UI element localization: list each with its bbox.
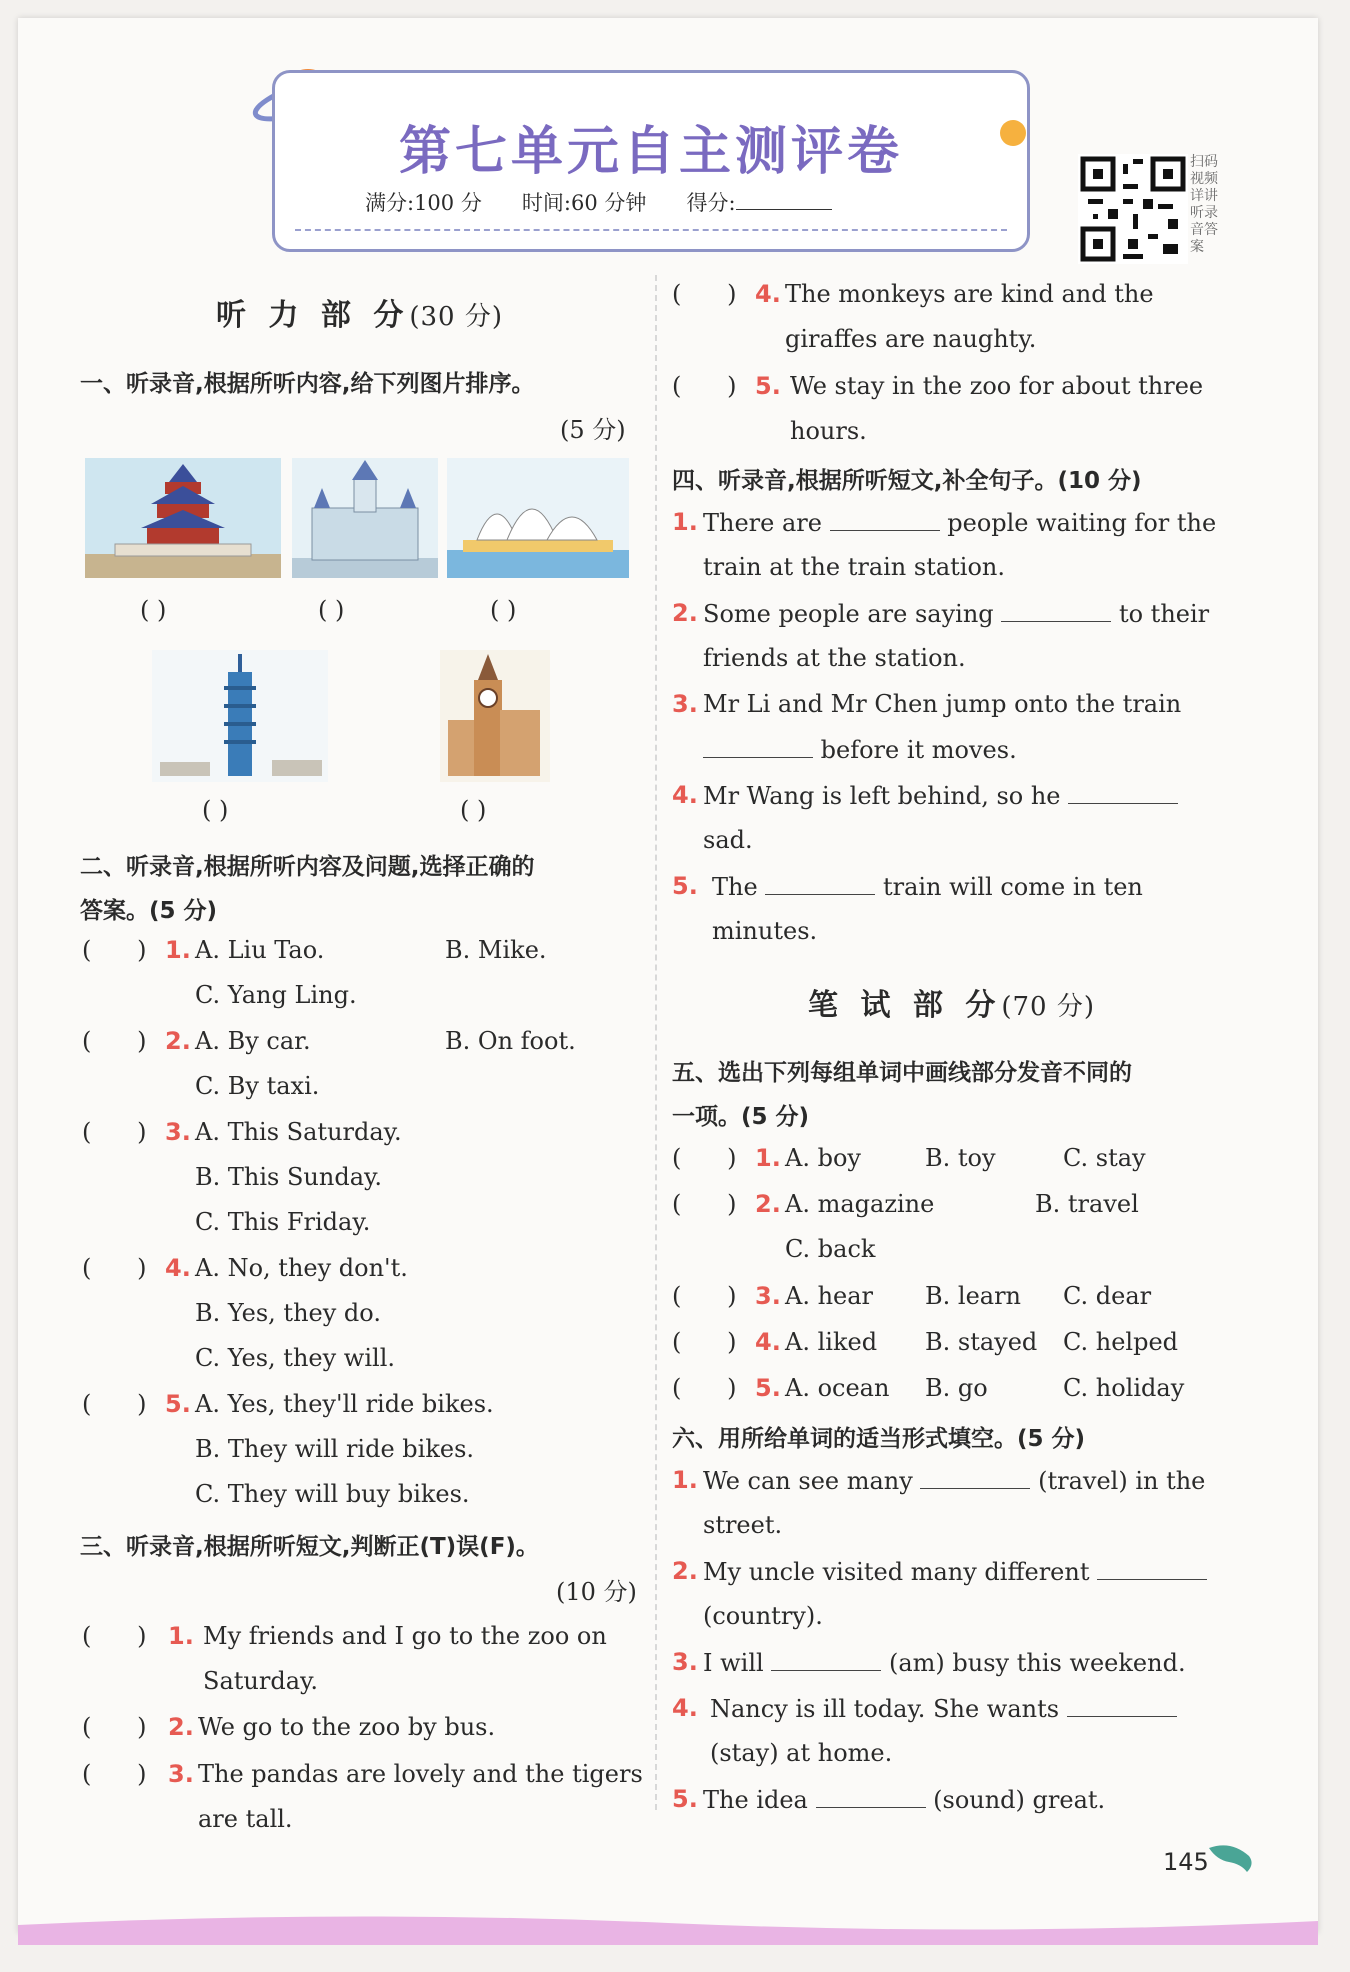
s5-q3-paren[interactable]: ( ) — [672, 1282, 737, 1310]
s4-q5-blank[interactable] — [765, 872, 875, 895]
taipei-101-picture — [152, 650, 328, 782]
big-ben-picture — [440, 650, 550, 782]
s2-q3-number: 3. — [165, 1118, 191, 1146]
score-info: 满分:100 分 时间:60 分钟 得分: — [365, 187, 832, 217]
picture-4-answer[interactable]: ( ) — [202, 796, 229, 824]
s2-q4-option-c: C. Yes, they will. — [195, 1344, 395, 1372]
page-title: 第七单元自主测评卷 — [398, 122, 903, 182]
s5-q2-option-a: A. magazine — [785, 1190, 935, 1218]
decoration-dot — [1000, 120, 1026, 146]
s3-q1-text: My friends and I go to the zoo on — [203, 1622, 607, 1650]
s2-q4-option-a: A. No, they don't. — [195, 1254, 408, 1282]
s4-q2-text: Some people are saying to their — [703, 600, 1210, 628]
s4-q3-text: Mr Li and Mr Chen jump onto the train — [703, 690, 1182, 718]
s6-q3-text: I will (am) busy this weekend. — [703, 1649, 1186, 1677]
s5-q3-number: 3. — [755, 1282, 781, 1310]
s4-q1-number: 1. — [672, 508, 698, 536]
s3-q3-number: 3. — [168, 1760, 194, 1788]
picture-2-answer[interactable]: ( ) — [318, 596, 345, 624]
temple-of-heaven-picture — [85, 458, 281, 578]
s2-q2-option-b: B. On foot. — [445, 1027, 576, 1055]
s3-q5-text: We stay in the zoo for about three — [790, 372, 1204, 400]
s3-q5-text-cont: hours. — [790, 417, 867, 445]
s3-q3-paren[interactable]: ( ) — [82, 1760, 147, 1788]
s4-q4-number: 4. — [672, 781, 698, 809]
s4-q4-blank[interactable] — [1068, 781, 1178, 804]
s5-q2-number: 2. — [755, 1190, 781, 1218]
s6-q4-text-cont: (stay) at home. — [710, 1739, 893, 1767]
s6-q3-number: 3. — [672, 1648, 698, 1676]
s4-q3-number: 3. — [672, 690, 698, 718]
s6-q2-number: 2. — [672, 1557, 698, 1585]
s6-q3-blank[interactable] — [771, 1648, 881, 1671]
s2-q4-paren[interactable]: ( ) — [82, 1254, 147, 1282]
s5-q1-option-b: B. toy — [925, 1144, 996, 1172]
s2-q5-option-c: C. They will buy bikes. — [195, 1480, 470, 1508]
s4-q4-text-cont: sad. — [703, 826, 753, 854]
decorative-footer-band — [18, 1905, 1318, 1945]
s4-q3-blank[interactable] — [703, 735, 813, 758]
s4-q1-text-cont: train at the train station. — [703, 553, 1006, 581]
s2-q4-option-b: B. Yes, they do. — [195, 1299, 381, 1327]
s6-q5-blank[interactable] — [816, 1785, 926, 1808]
s3-q4-text-cont: giraffes are naughty. — [785, 325, 1037, 353]
s6-q4-text: Nancy is ill today. She wants — [710, 1694, 1177, 1723]
s2-q5-option-b: B. They will ride bikes. — [195, 1435, 475, 1463]
s5-q5-option-c: C. holiday — [1063, 1374, 1185, 1402]
writing-title: 笔 试 部 分(70 分) — [808, 988, 1095, 1023]
s5-q5-number: 5. — [755, 1374, 781, 1402]
s5-q5-option-b: B. go — [925, 1374, 988, 1402]
s6-q5-text: The idea (sound) great. — [703, 1786, 1106, 1814]
s4-q2-number: 2. — [672, 599, 698, 627]
section-5-title: 五、选出下列每组单词中画线部分发音不同的 — [672, 1060, 1132, 1086]
s3-q4-paren[interactable]: ( ) — [672, 280, 737, 308]
s6-q1-text-cont: street. — [703, 1511, 783, 1539]
s3-q2-text: We go to the zoo by bus. — [198, 1713, 496, 1741]
s4-q4-text: Mr Wang is left behind, so he — [703, 781, 1178, 810]
s6-q1-text: We can see many (travel) in the — [703, 1467, 1206, 1495]
s5-q4-option-a: A. liked — [785, 1328, 878, 1356]
s5-q3-option-a: A. hear — [785, 1282, 874, 1310]
section-1-title: 一、听录音,根据所听内容,给下列图片排序。 — [80, 371, 535, 397]
s3-q3-text-cont: are tall. — [198, 1805, 293, 1833]
s5-q1-number: 1. — [755, 1144, 781, 1172]
qr-caption: 扫码视频详讲听录音答案 — [1190, 154, 1218, 255]
s2-q2-option-c: C. By taxi. — [195, 1072, 320, 1100]
s5-q3-option-b: B. learn — [925, 1282, 1022, 1310]
s3-q4-text: The monkeys are kind and the — [785, 280, 1154, 308]
s5-q5-option-a: A. ocean — [785, 1374, 890, 1402]
s3-q2-number: 2. — [168, 1713, 194, 1741]
s2-q5-option-a: A. Yes, they'll ride bikes. — [195, 1390, 494, 1418]
s2-q3-option-a: A. This Saturday. — [195, 1118, 402, 1146]
castle-picture — [292, 458, 438, 578]
s2-q4-number: 4. — [165, 1254, 191, 1282]
s5-q1-option-a: A. boy — [785, 1144, 861, 1172]
s3-q1-text-cont: Saturday. — [203, 1667, 318, 1695]
s3-q1-paren[interactable]: ( ) — [82, 1622, 147, 1650]
section-6-title: 六、用所给单词的适当形式填空。(5 分) — [672, 1426, 1086, 1452]
s5-q2-option-c: C. back — [785, 1235, 876, 1263]
s3-q3-text: The pandas are lovely and the tigers — [198, 1760, 643, 1788]
s2-q2-option-a: A. By car. — [195, 1027, 311, 1055]
s3-q1-number: 1. — [168, 1622, 194, 1650]
s4-q1-text: There are people waiting for the — [703, 509, 1217, 537]
s2-q5-paren[interactable]: ( ) — [82, 1390, 147, 1418]
s4-q2-text-cont: friends at the station. — [703, 644, 966, 672]
section-3-title: 三、听录音,根据所听短文,判断正(T)误(F)。 — [80, 1534, 539, 1560]
s6-q4-number: 4. — [672, 1694, 698, 1722]
picture-1-answer[interactable]: ( ) — [140, 596, 167, 624]
s4-q3-text-cont: before it moves. — [703, 735, 1017, 764]
s2-q3-option-c: C. This Friday. — [195, 1208, 371, 1236]
s3-q2-paren[interactable]: ( ) — [82, 1713, 147, 1741]
s5-q5-paren[interactable]: ( ) — [672, 1374, 737, 1402]
s4-q1-blank[interactable] — [830, 508, 940, 531]
section-2-title-cont: 答案。(5 分) — [80, 898, 218, 924]
section-5-title-cont: 一项。(5 分) — [672, 1104, 810, 1130]
section-3-points: (10 分) — [556, 1578, 637, 1606]
s5-q4-number: 4. — [755, 1328, 781, 1356]
s4-q5-number: 5. — [672, 872, 698, 900]
s2-q1-option-b: B. Mike. — [445, 936, 547, 964]
s3-q5-paren[interactable]: ( ) — [672, 372, 737, 400]
s5-q4-option-c: C. helped — [1063, 1328, 1179, 1356]
title-banner — [272, 70, 1030, 252]
dolphin-icon — [1205, 1838, 1257, 1878]
picture-3-answer[interactable]: ( ) — [490, 596, 517, 624]
s5-q1-paren[interactable]: ( ) — [672, 1144, 737, 1172]
column-divider — [655, 275, 657, 1810]
s6-q4-blank[interactable] — [1067, 1694, 1177, 1717]
s5-q3-option-c: C. dear — [1063, 1282, 1152, 1310]
section-2-title: 二、听录音,根据所听内容及问题,选择正确的 — [80, 854, 535, 880]
s2-q1-option-c: C. Yang Ling. — [195, 981, 357, 1009]
s4-q5-text-cont: minutes. — [712, 917, 818, 945]
s5-q1-option-c: C. stay — [1063, 1144, 1146, 1172]
opera-house-picture — [447, 458, 629, 578]
s6-q2-blank[interactable] — [1097, 1557, 1207, 1580]
page-number: 145 — [1163, 1848, 1209, 1876]
s2-q2-paren[interactable]: ( ) — [82, 1027, 147, 1055]
banner-dashed-line — [295, 229, 1007, 231]
s5-q2-option-b: B. travel — [1035, 1190, 1139, 1218]
section-4-title: 四、听录音,根据所听短文,补全句子。(10 分) — [672, 468, 1142, 494]
s2-q1-option-a: A. Liu Tao. — [195, 936, 325, 964]
s2-q1-paren[interactable]: ( ) — [82, 936, 147, 964]
s3-q5-number: 5. — [755, 372, 781, 400]
s4-q5-text: The train will come in ten — [712, 873, 1143, 901]
s6-q5-number: 5. — [672, 1785, 698, 1813]
s2-q1-number: 1. — [165, 936, 191, 964]
s2-q3-paren[interactable]: ( ) — [82, 1118, 147, 1146]
s5-q4-paren[interactable]: ( ) — [672, 1328, 737, 1356]
s2-q5-number: 5. — [165, 1390, 191, 1418]
s3-q4-number: 4. — [755, 280, 781, 308]
s6-q1-blank[interactable] — [920, 1466, 1030, 1489]
qr-code-icon[interactable] — [1078, 154, 1188, 264]
s5-q4-option-b: B. stayed — [925, 1328, 1038, 1356]
s6-q2-text-cont: (country). — [703, 1602, 823, 1630]
s5-q2-paren[interactable]: ( ) — [672, 1190, 737, 1218]
s6-q1-number: 1. — [672, 1466, 698, 1494]
s2-q2-number: 2. — [165, 1027, 191, 1055]
section-1-points: (5 分) — [560, 416, 626, 444]
s2-q3-option-b: B. This Sunday. — [195, 1163, 383, 1191]
listening-title: 听 力 部 分(30 分) — [216, 298, 503, 333]
s4-q2-blank[interactable] — [1001, 599, 1111, 622]
s6-q2-text: My uncle visited many different — [703, 1557, 1207, 1586]
picture-5-answer[interactable]: ( ) — [460, 796, 487, 824]
